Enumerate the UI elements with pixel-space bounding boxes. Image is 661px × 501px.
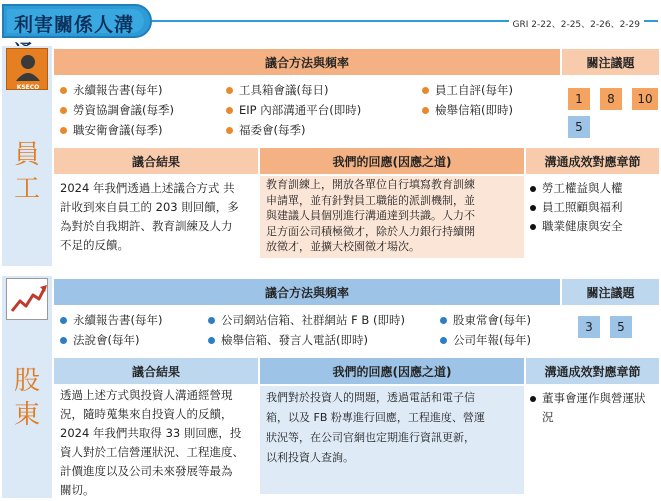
shareholder-results-text: 透過上述方式與投資人溝通經營現 況，隨時蒐集來自投資人的反饋， 2024 年我們共取得 33 則回應，投 資人對於工信營運狀況、工程進度、 計價進度以及公司未來發展等最為 關切。: [60, 388, 244, 497]
method-item: 永續報告書(每年): [60, 82, 162, 98]
employee-chapters-list: [530, 179, 658, 236]
shareholder-results-header: 議合結果: [54, 358, 258, 384]
method-item: 永續報告書(每年): [60, 312, 162, 328]
shareholder-response-header: 我們的回應(因應之道): [260, 358, 524, 384]
employee-label-1: 員: [13, 140, 40, 170]
method-item: 檢舉信箱(即時): [422, 102, 513, 118]
method-item: 公司網站信箱、社群網站 F B (即時): [208, 312, 405, 328]
shareholder-chapter-header: 溝通成效對應章節: [526, 358, 659, 384]
employee-sidebar: [2, 46, 52, 266]
employee-methods-header: 議合方法與頻率: [54, 49, 560, 75]
title-pill: [2, 4, 152, 38]
shareholder-label-2: 東: [13, 400, 40, 430]
chapter-item: 勞工權益與人權: [530, 179, 658, 198]
shareholder-response-text: 我們對於投資人的問題，透過電話和電子信 箱，以及 FB 粉專進行回應，工程進度、營運 狀況等，在公司官網也定期進行資訊更新， 以利投資人查詢。: [266, 391, 485, 464]
employee-methods-list: [54, 76, 560, 142]
method-item: 股東常會(每年): [440, 312, 531, 328]
employee-response-text: 教育訓練上，開放各單位自行填寫教育訓練 申請單，並有針對員工職能的派訓機制，並 與建議人員個別進行溝通達到共識。人力不 足方面公司積極徵才，除於人力銀行持續開 放徵才，並擴大校園徵才場次。: [266, 178, 475, 253]
shareholder-main: [54, 276, 659, 498]
employee-avatar-icon: [6, 48, 48, 90]
title-bar: [2, 4, 658, 40]
shareholder-methods-header: 議合方法與頻率: [54, 279, 560, 305]
method-item: 工具箱會議(每日): [226, 82, 328, 98]
method-item: 法說會(每年): [60, 332, 139, 348]
method-item: 檢舉信箱、發言人電話(即時): [208, 332, 368, 348]
shareholder-methods-list: [54, 306, 560, 350]
employee-main: [54, 46, 659, 266]
employee-chapter-header: 溝通成效對應章節: [526, 148, 659, 174]
gri-reference: GRI 2-22、2-25、2-26、2-29: [509, 17, 644, 30]
chapter-item: 員工照顧與福利: [530, 198, 658, 217]
method-item: EIP 內部溝通平台(即時): [226, 102, 361, 118]
method-item: 員工自評(每年): [422, 82, 513, 98]
chapter-item-continuation: 況: [542, 410, 554, 424]
method-item: 勞資協調會議(每季): [60, 102, 174, 118]
employee-label-2: 工: [13, 174, 40, 204]
shareholder-sidebar: [2, 276, 52, 498]
employee-icon-caption: KSECO: [16, 84, 40, 91]
topic-badge: 8: [600, 88, 622, 110]
topic-badge: 3: [578, 316, 600, 338]
topic-badge: 5: [610, 316, 632, 338]
method-item: 職安衛會議(每季): [60, 122, 162, 138]
chapter-item: 職業健康與安全: [530, 217, 658, 236]
rising-chart-icon: [6, 278, 48, 320]
topic-badge: 10: [632, 88, 658, 110]
method-item: 福委會(每季): [226, 122, 305, 138]
employee-results-header: 議合結果: [54, 148, 258, 174]
chapter-item: 董事會運作與營運狀: [530, 389, 658, 408]
topic-badge: 1: [568, 88, 590, 110]
shareholder-chapters-list: [530, 389, 658, 427]
shareholder-topics-header: 關注議題: [562, 279, 659, 305]
topic-badge: 5: [568, 116, 590, 138]
shareholder-label-1: 股: [13, 366, 40, 396]
method-item: 公司年報(每年): [440, 332, 531, 348]
employee-response-header: 我們的回應(因應之道): [260, 148, 524, 174]
shareholder-section: [2, 276, 659, 498]
page-title: 利害關係人溝: [14, 14, 135, 36]
employee-results-text: 2024 年我們透過上述議合方式 共 計收到來自員工的 203 則回饋，多 為對於自我期許、教育訓練及人力 不足的反饋。: [60, 181, 239, 252]
employee-topics-header: 關注議題: [562, 49, 659, 75]
employee-section: [2, 46, 659, 266]
